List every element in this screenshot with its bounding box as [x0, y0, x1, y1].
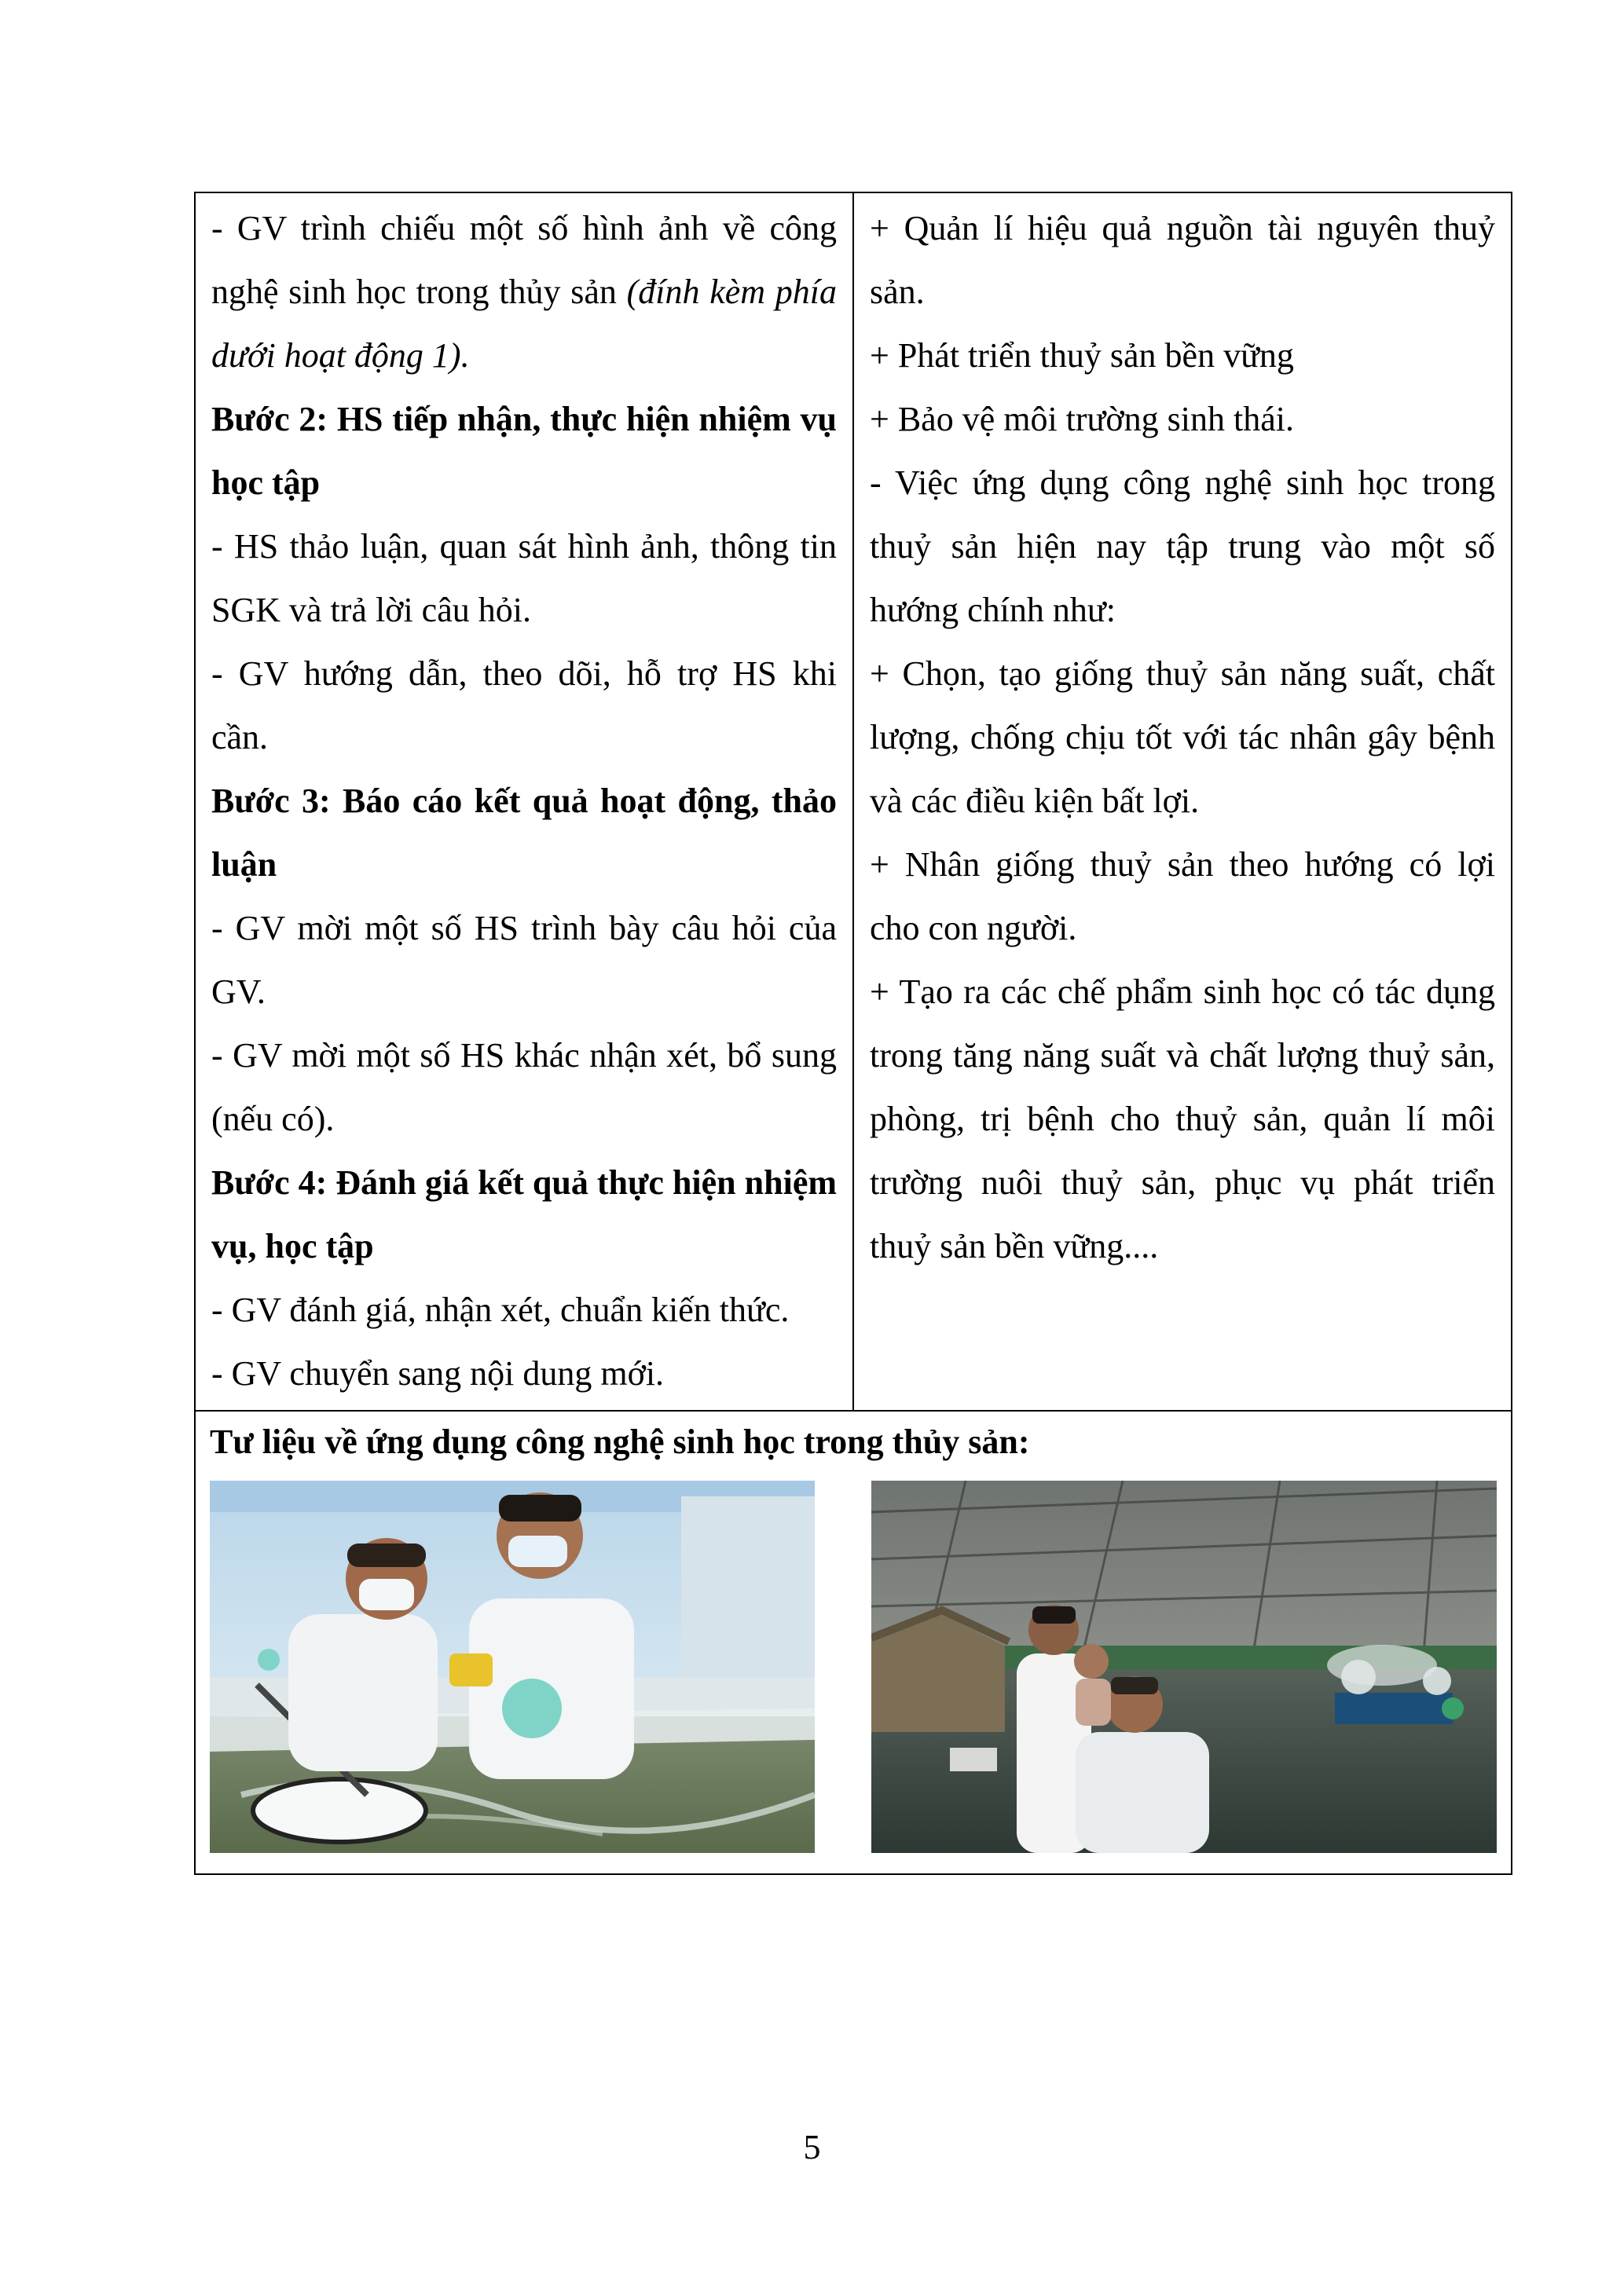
paragraph-gv-evaluate: - GV đánh giá, nhận xét, chuẩn kiến thức. [211, 1291, 790, 1329]
step-3-heading: Bước 3: Báo cáo kết quả hoạt động, thảo luận [211, 782, 837, 884]
right-cell [853, 192, 1512, 1411]
resource-cell [195, 1411, 1512, 1874]
resource-title: Tư liệu về ứng dụng công nghệ sinh học trong thủy sản: [210, 1423, 1030, 1461]
list-item: + Tạo ra các chế phẩm sinh học có tác dụng trong tăng năng suất và chất lượng thuỷ sản, phòng, trị bệnh cho thuỷ sản, quản lí môi trường nuôi thuỷ sản, phục vụ phát triển thuỷ sản bền vững.... [870, 972, 1495, 1265]
paragraph-gv-presents: - GV trình chiếu một số hình ảnh về công nghệ sinh học trong thủy sản (đính kèm phía dưới hoạt động 1). [211, 209, 837, 375]
list-item: + Chọn, tạo giống thuỷ sản năng suất, chất lượng, chống chịu tốt với tác nhân gây bệnh và các điều kiện bất lợi. [870, 654, 1495, 820]
list-item: - Việc ứng dụng công nghệ sinh học trong thuỷ sản hiện nay tập trung vào một số hướng chính như: [870, 463, 1495, 629]
paragraph-gv-guide: - GV hướng dẫn, theo dõi, hỗ trợ HS khi cần. [211, 654, 837, 756]
step-4-heading: Bước 4: Đánh giá kết quả thực hiện nhiệm vụ, học tập [211, 1163, 837, 1265]
shrimp-farm-pond-photo [871, 1481, 1497, 1853]
paragraph-gv-next: - GV chuyển sang nội dung mới. [211, 1354, 665, 1393]
step-2-heading: Bước 2: HS tiếp nhận, thực hiện nhiệm vụ học tập [211, 400, 837, 502]
paragraph-hs-discuss: - HS thảo luận, quan sát hình ảnh, thông tin SGK và trả lời câu hỏi. [211, 527, 837, 629]
lab-technicians-tank-photo [210, 1481, 815, 1853]
table-row [195, 192, 1512, 1411]
page-number: 5 [803, 2128, 821, 2166]
paragraph-gv-invite-comment: - GV mời một số HS khác nhận xét, bổ sung (nếu có). [211, 1036, 837, 1138]
list-item: + Quản lí hiệu quả nguồn tài nguyên thuỷ sản. [870, 209, 1495, 311]
list-item: + Bảo vệ môi trường sinh thái. [870, 400, 1294, 438]
list-item: + Nhân giống thuỷ sản theo hướng có lợi cho con người. [870, 845, 1495, 947]
paragraph-gv-invite: - GV mời một số HS trình bày câu hỏi của GV. [211, 909, 837, 1011]
lesson-table [194, 192, 1512, 1875]
table-row [195, 1411, 1512, 1874]
photo-row [210, 1481, 1497, 1853]
left-cell [195, 192, 853, 1411]
list-item: + Phát triển thuỷ sản bền vững [870, 336, 1294, 375]
